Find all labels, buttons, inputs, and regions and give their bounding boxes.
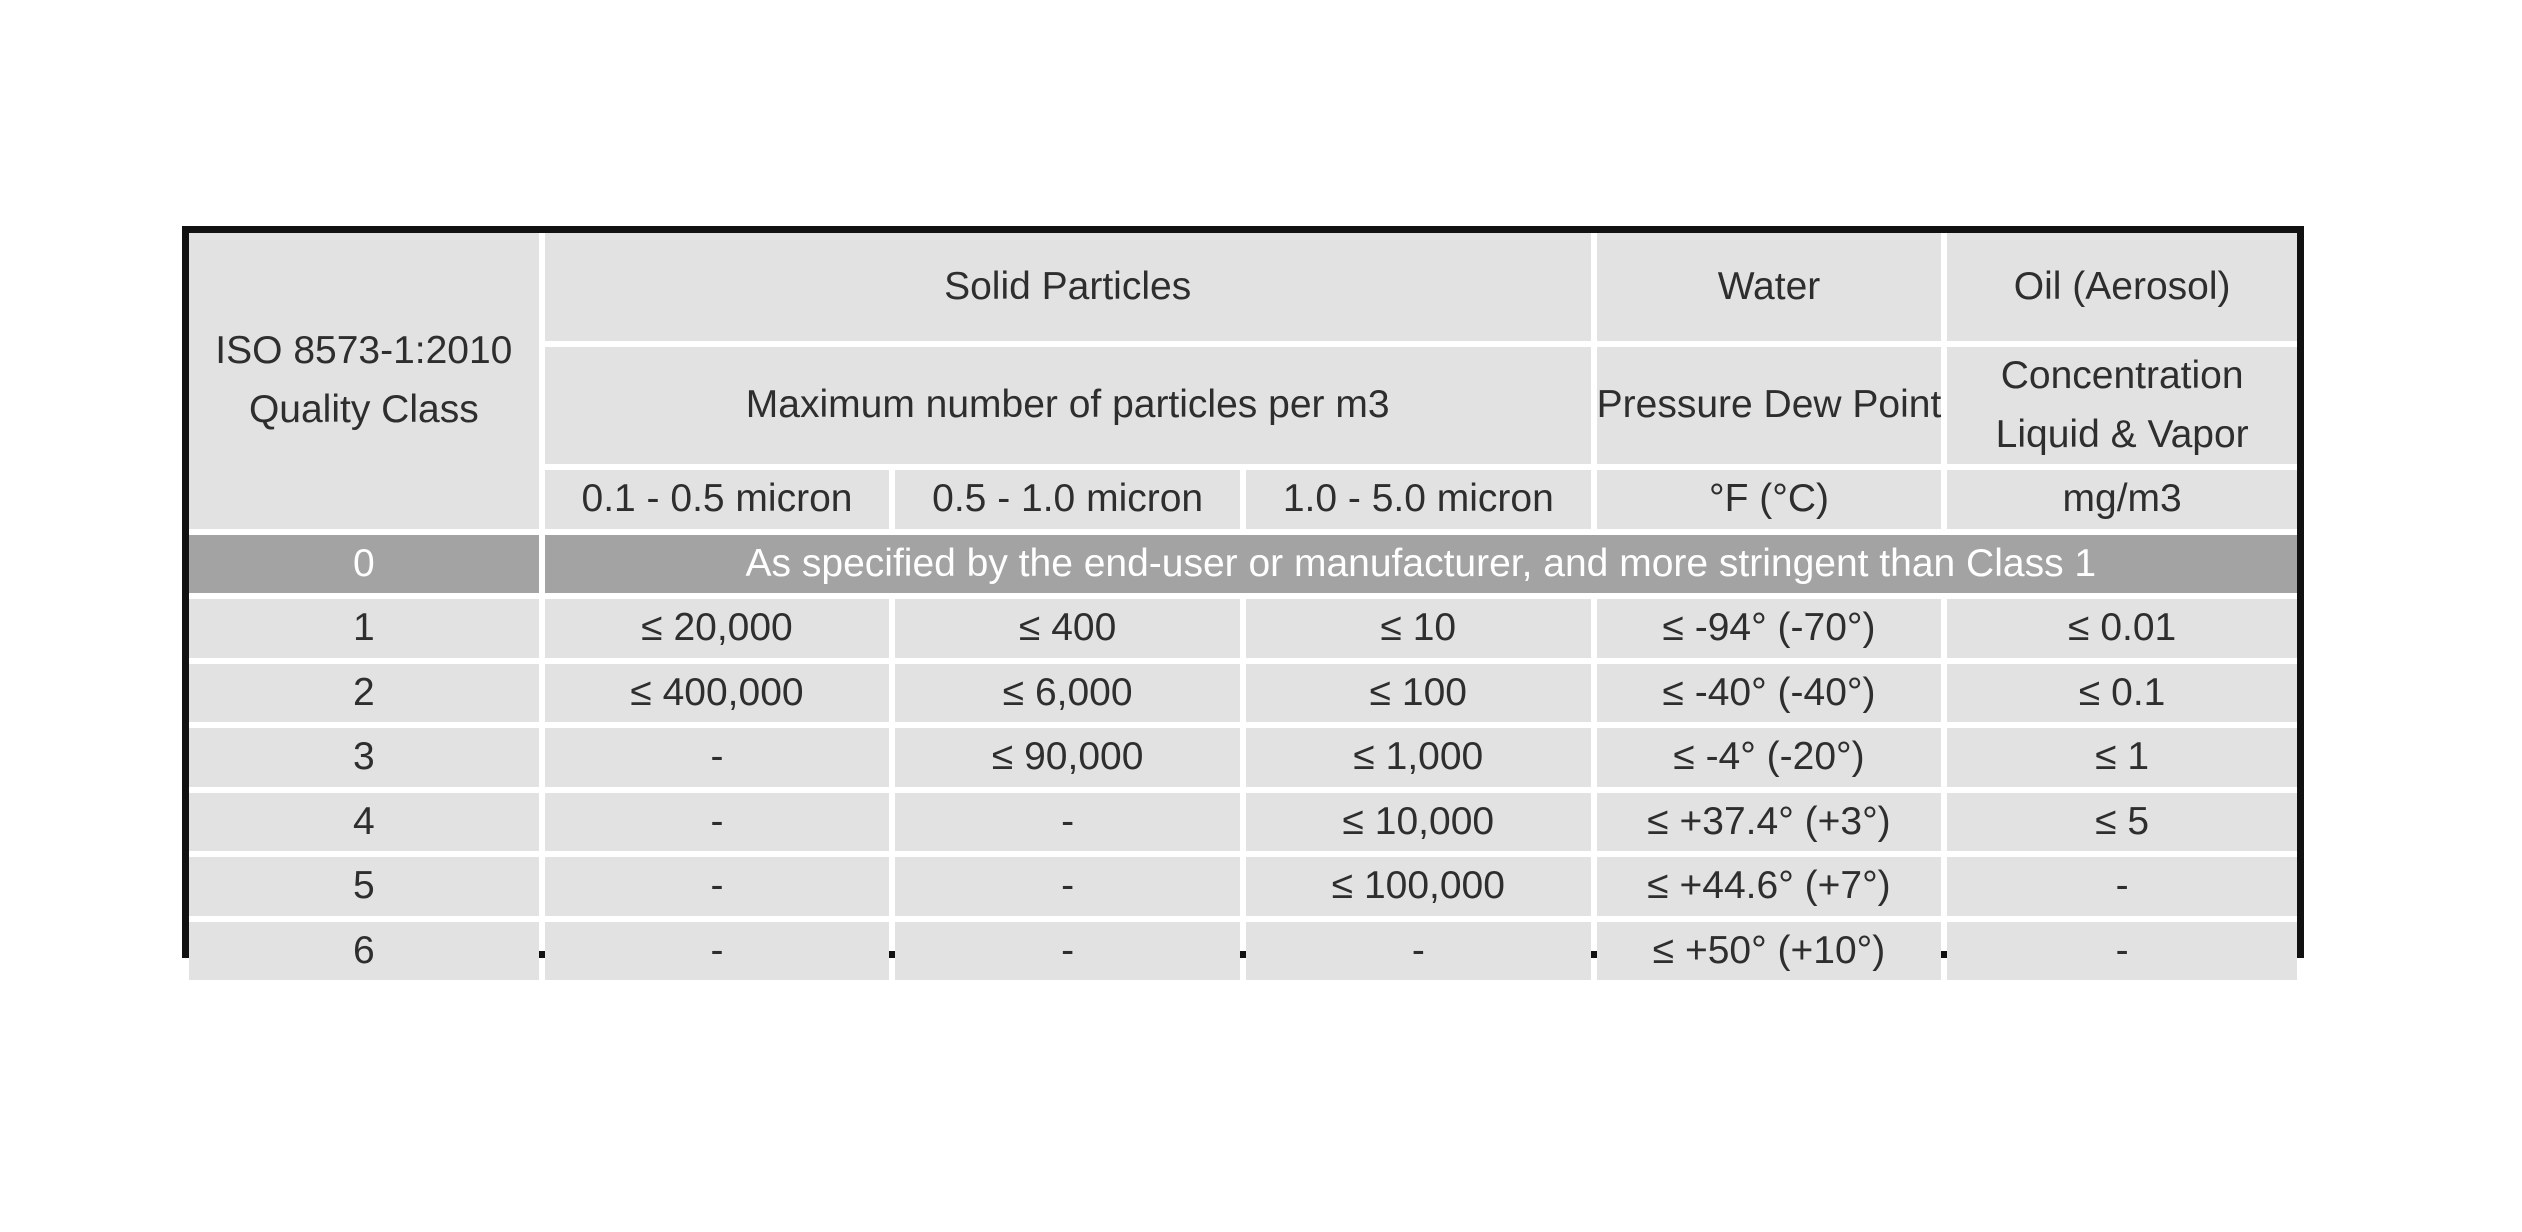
particles-05-10-cell: - xyxy=(895,793,1240,852)
table-row xyxy=(189,857,2297,916)
particles-01-05-cell: ≤ 400,000 xyxy=(545,664,890,723)
particle-size-01-05-header: 0.1 - 0.5 micron xyxy=(545,470,890,529)
oil-cell: ≤ 0.01 xyxy=(1947,599,2297,658)
oil-header: Oil (Aerosol) xyxy=(1947,233,2297,341)
particles-10-50-cell: ≤ 100 xyxy=(1246,664,1591,723)
water-unit-header: °F (°C) xyxy=(1597,470,1942,529)
water-cell: ≤ +37.4° (+3°) xyxy=(1597,793,1942,852)
iso-quality-table-frame xyxy=(182,226,2304,972)
oil-unit-header: mg/m3 xyxy=(1947,470,2297,529)
solid-particles-header: Solid Particles xyxy=(545,233,1591,341)
oil-cell: - xyxy=(1947,857,2297,916)
class-cell: 2 xyxy=(189,664,539,723)
water-cell: ≤ +44.6° (+7°) xyxy=(1597,857,1942,916)
class-cell: 4 xyxy=(189,793,539,852)
particles-05-10-cell: ≤ 400 xyxy=(895,599,1240,658)
particles-05-10-cell: - xyxy=(895,922,1240,981)
water-header: Water xyxy=(1597,233,1942,341)
particles-10-50-cell: - xyxy=(1246,922,1591,981)
table-row xyxy=(189,599,2297,658)
particles-10-50-cell: ≤ 100,000 xyxy=(1246,857,1591,916)
table-row xyxy=(189,664,2297,723)
concentration-header: Concentration Liquid & Vapor xyxy=(1947,347,2297,464)
particles-05-10-cell: ≤ 6,000 xyxy=(895,664,1240,723)
water-cell: ≤ -94° (-70°) xyxy=(1597,599,1942,658)
max-particles-header: Maximum number of particles per m3 xyxy=(545,347,1591,464)
particles-01-05-cell: - xyxy=(545,857,890,916)
particles-01-05-cell: ≤ 20,000 xyxy=(545,599,890,658)
class-cell: 0 xyxy=(189,535,539,594)
particle-size-05-10-header: 0.5 - 1.0 micron xyxy=(895,470,1240,529)
table-row xyxy=(189,922,2297,981)
quality-class-header: ISO 8573-1:2010 Quality Class xyxy=(189,233,539,529)
particles-01-05-cell: - xyxy=(545,728,890,787)
class-cell: 5 xyxy=(189,857,539,916)
pressure-dew-point-header: Pressure Dew Point xyxy=(1597,347,1942,464)
table-row xyxy=(189,728,2297,787)
class-cell: 6 xyxy=(189,922,539,981)
particles-10-50-cell: ≤ 10,000 xyxy=(1246,793,1591,852)
class-cell: 3 xyxy=(189,728,539,787)
class-0-row xyxy=(189,535,2297,594)
particle-size-10-50-header: 1.0 - 5.0 micron xyxy=(1246,470,1591,529)
oil-cell: ≤ 5 xyxy=(1947,793,2297,852)
water-cell: ≤ -4° (-20°) xyxy=(1597,728,1942,787)
class-0-description: As specified by the end-user or manufacturer, and more stringent than Class 1 xyxy=(545,535,2297,594)
table-row xyxy=(189,793,2297,852)
oil-cell: - xyxy=(1947,922,2297,981)
water-cell: ≤ -40° (-40°) xyxy=(1597,664,1942,723)
class-cell: 1 xyxy=(189,599,539,658)
oil-cell: ≤ 0.1 xyxy=(1947,664,2297,723)
iso-quality-table xyxy=(183,227,2303,986)
particles-01-05-cell: - xyxy=(545,922,890,981)
particles-10-50-cell: ≤ 10 xyxy=(1246,599,1591,658)
water-cell: ≤ +50° (+10°) xyxy=(1597,922,1942,981)
particles-05-10-cell: - xyxy=(895,857,1240,916)
oil-cell: ≤ 1 xyxy=(1947,728,2297,787)
particles-10-50-cell: ≤ 1,000 xyxy=(1246,728,1591,787)
header-row-1 xyxy=(189,233,2297,341)
particles-05-10-cell: ≤ 90,000 xyxy=(895,728,1240,787)
particles-01-05-cell: - xyxy=(545,793,890,852)
